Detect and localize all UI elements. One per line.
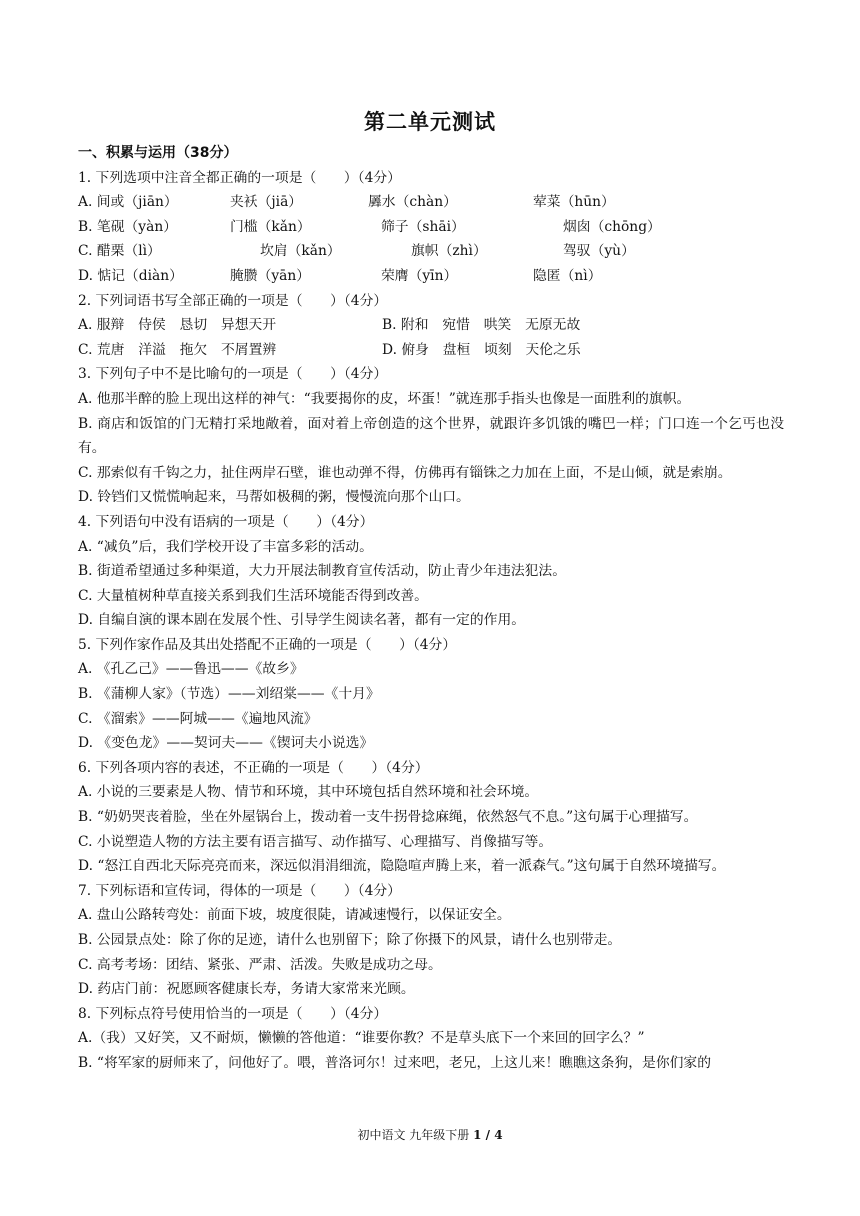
question-5-stem: 5. 下列作家作品及其出处搭配不正确的一项是（ ）（4分） [78,636,457,653]
question-6-option-b: B. “奶奶哭丧着脸，坐在外屋锅台上，拨动着一支牛拐骨捻麻绳，依然怒气不息。”这句属于心理描写。 [78,809,698,826]
page-footer [0,1126,860,1143]
question-4-stem: 4. 下列语句中没有语病的一项是（ ）（4分） [78,513,374,530]
option-word: 旗帜（zhì） [411,243,487,260]
question-8-option-b: B. “将军家的厨师来了，问他好了。喂，普洛诃尔！过来吧，老兄，上这儿来！瞧瞧这条狗，是你们家的 [78,1054,712,1071]
question-5-option-a: A. 《孔乙己》——鲁迅——《故乡》 [78,661,304,678]
option-word: 坎肩（kǎn） [260,243,341,260]
option-word: D. 惦记（diàn） [78,267,183,284]
option-word: 荣膺（yīn） [381,267,458,284]
question-8-stem: 8. 下列标点符号使用恰当的一项是（ ）（4分） [78,1005,388,1022]
option-text: C. 荒唐 洋溢 拖欠 不屑置辨 [78,341,277,358]
question-1-row-c [78,239,784,264]
option-text: D. 俯身 盘桓 顷刻 天伦之乐 [382,341,581,358]
question-5-option-d: D. 《变色龙》——契诃夫——《锲诃夫小说选》 [78,735,374,752]
option-word: A. 间或（jiān） [78,194,178,211]
question-4-option-a: A. “减负”后，我们学校开设了丰富多彩的活动。 [78,538,373,555]
footer-text: 初中语文 九年级下册 [357,1128,470,1142]
question-6-option-c: C. 小说塑造人物的方法主要有语言描写、动作描写、心理描写、肖像描写等。 [78,833,553,850]
question-7-option-a: A. 盘山公路转弯处：前面下坡，坡度很陡，请减速慢行，以保证安全。 [78,907,511,924]
question-3-option-a: A. 他那半醉的脸上现出这样的神气：“我要揭你的皮，坏蛋！”就连那手指头也像是一面胜利的旗帜。 [78,390,691,407]
question-3-stem: 3. 下列句子中不是比喻句的一项是（ ）（4分） [78,366,388,383]
question-5-option-b: B. 《蒲柳人家》（节选）——刘绍棠——《十月》 [78,686,380,703]
question-1-stem: 1. 下列选项中注音全都正确的一项是（ ）（4分） [78,169,401,186]
question-3-option-c: C. 那索似有千钩之力，扯住两岸石壁，谁也动弹不得，仿佛再有锱铢之力加在上面，不是山倾，就是索崩。 [78,464,732,481]
question-2-stem: 2. 下列词语书写全部正确的一项是（ ）（4分） [78,292,388,309]
question-6-option-d: D. “怒江自西北天际亮亮而来，深远似涓涓细流，隐隐喧声腾上来，着一派森气。”这句属于自然环境描写。 [78,858,726,875]
page-number: 1 / 4 [473,1128,503,1142]
option-word: C. 醋栗（lì） [78,243,161,260]
option-word: 羼水（chàn） [368,194,457,211]
option-word: 门槛（kǎn） [230,218,311,235]
option-word: 驾驭（yù） [563,243,635,260]
question-7-option-c: C. 高考考场：团结、紧张、严肃、活泼。失败是成功之母。 [78,956,442,973]
option-word: 腌臜（yān） [230,267,311,284]
option-word: 筛子（shāi） [381,218,465,235]
option-word: B. 笔砚（yàn） [78,218,178,235]
question-7-stem: 7. 下列标语和宣传词，得体的一项是（ ）（4分） [78,882,401,899]
question-4-option-d: D. 自编自演的课本剧在发展个性、引导学生阅读名著，都有一定的作用。 [78,612,526,629]
exam-body [78,141,784,1076]
option-text: A. 服辩 侍侯 恳切 异想天开 [78,317,277,334]
question-4-option-b: B. 街道希望通过多种渠道，大力开展法制教育宣传活动，防止青少年违法犯法。 [78,563,567,580]
question-2-row-cd [78,338,784,363]
section-heading: 一、积累与运用（38分） [78,145,238,161]
question-3-option-b: B. 商店和饭馆的门无精打采地敞着，面对着上帝创造的这个世界，就跟许多饥饿的嘴巴一样；门口连一个乞丐也没有。 [78,415,784,457]
option-text: B. 附和 宛惜 哄笑 无原无故 [382,317,581,334]
question-3-option-d: D. 铃铛们又慌慌响起来，马帮如极稠的粥，慢慢流向那个山口。 [78,489,470,506]
question-7-option-d: D. 药店门前：祝愿顾客健康长寿，务请大家常来光顾。 [78,981,415,998]
question-8-option-a: A.（我）又好笑，又不耐烦，懒懒的答他道：“谁要你教？不是草头底下一个来回的回字么？” [78,1030,645,1047]
question-1-row-a [78,190,784,215]
question-6-stem: 6. 下列各项内容的表述，不正确的一项是（ ）（4分） [78,759,429,776]
question-4-option-c: C. 大量植树种草直接关系到我们生活环境能否得到改善。 [78,587,428,604]
option-word: 荤菜（hūn） [533,194,615,211]
page-title: 第二单元测试 [364,110,496,134]
option-word: 夹袄（jiā） [230,194,303,211]
question-1-row-b [78,215,784,240]
question-2-row-ab [78,313,784,338]
option-word: 烟囱（chōng） [563,218,661,235]
option-word: 隐匿（nì） [533,267,602,284]
question-5-option-c: C. 《溜索》——阿城——《遍地风流》 [78,710,318,727]
question-6-option-a: A. 小说的三要素是人物、情节和环境，其中环境包括自然环境和社会环境。 [78,784,539,801]
question-7-option-b: B. 公园景点处：除了你的足迹，请什么也别留下；除了你摄下的风景，请什么也别带走。 [78,932,622,948]
question-1-row-d [78,264,784,289]
